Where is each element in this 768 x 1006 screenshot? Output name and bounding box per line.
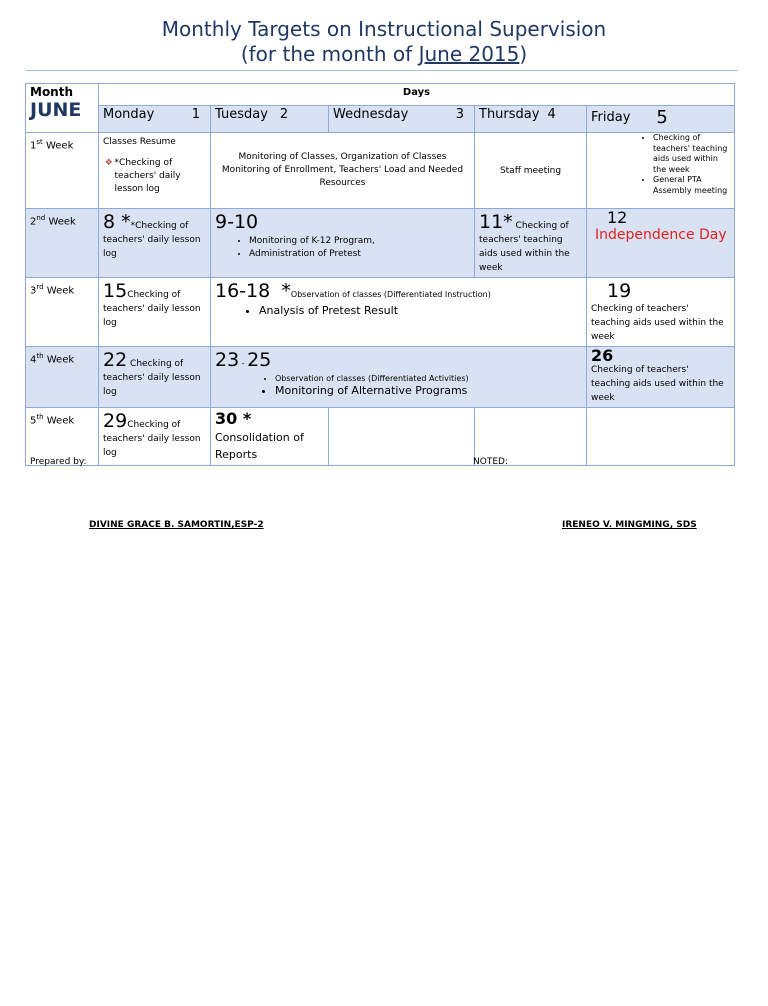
subtitle-suffix: ): [519, 42, 528, 66]
week4-tue-thu: [211, 347, 587, 408]
header-row-top: [26, 84, 735, 106]
title-divider: [26, 70, 738, 71]
signatory-approver: IRENEO V. MINGMING, SDS: [562, 520, 697, 530]
task-text: Checking of teachers' daily lesson log: [103, 420, 201, 458]
task-text: Checking of teachers' teaching aids used within the week: [479, 221, 570, 273]
week-row-2: [26, 209, 735, 278]
task-text: Checking of teachers' daily lesson log: [103, 359, 201, 397]
task-text: *Checking of teachers' daily lesson log: [114, 158, 181, 194]
week5-friday: [587, 408, 735, 466]
month-value: JUNE: [30, 99, 82, 121]
list-item: • Administration of Pretest: [249, 248, 470, 261]
week-label: 4th Week: [26, 347, 99, 408]
month-label: Month: [30, 85, 74, 99]
month-header-cell: [26, 84, 99, 133]
day-number: 3: [455, 107, 464, 122]
date-number: 25: [247, 349, 272, 371]
task-text: Monitoring of Classes, Organization of Classes Monitoring of Enrollment, Teachers' Load and Needed Resources: [221, 152, 464, 188]
list-item: • Monitoring of Alternative Programs: [275, 384, 582, 397]
week1-tue-wed: [211, 133, 475, 209]
day-name: Tuesday: [215, 107, 268, 122]
friday-task-list: [591, 133, 730, 196]
date-number: 15: [103, 280, 128, 302]
schedule-table: [25, 83, 735, 466]
day-name: Thursday: [479, 107, 540, 122]
week1-monday: [99, 133, 211, 209]
date-number: 19: [607, 280, 632, 302]
day-name: Friday: [591, 110, 631, 125]
list-item: • Monitoring of K-12 Program,: [249, 235, 470, 248]
noted-label: NOTED:: [473, 457, 508, 467]
day-monday: [99, 106, 211, 133]
subtitle-prefix: (for the month of: [240, 42, 419, 66]
date-number: 22: [103, 349, 128, 371]
day-name: Monday: [103, 107, 155, 122]
week-row-1: [26, 133, 735, 209]
week1-thursday: [475, 133, 587, 209]
week5-wednesday: [329, 408, 475, 466]
week-row-3: [26, 278, 735, 347]
bullet-icon: ❖: [104, 158, 113, 168]
header-row-days: [26, 106, 735, 133]
date-number: 26: [591, 346, 614, 365]
date-number: 16-18: [215, 280, 271, 302]
list-item: • Observation of classes (Differentiated Activities): [275, 373, 582, 384]
week3-tue-thu: [211, 278, 587, 347]
week2-thursday: [475, 209, 587, 278]
date-number: 12: [607, 208, 628, 227]
task-text: Checking of teachers' daily lesson log: [103, 290, 201, 328]
holiday-label: Independence Day: [595, 227, 727, 243]
days-header: Days: [99, 84, 735, 106]
document-subtitle: [0, 42, 768, 67]
week3-monday: [99, 278, 211, 347]
week4-friday: [587, 347, 735, 408]
signatory-preparer: DIVINE GRACE B. SAMORTIN,ESP-2: [89, 520, 264, 530]
task-text: Checking of teachers' teaching aids used within the week: [591, 365, 724, 403]
date-number: 30 *: [215, 409, 252, 428]
task-text: Staff meeting: [499, 165, 562, 176]
day-thursday: [475, 106, 587, 133]
week5-monday: [99, 408, 211, 466]
week-label: 1st Week: [26, 133, 99, 209]
week2-tue-wed: [211, 209, 475, 278]
observation-note: Observation of classes (Differentiated Instruction): [290, 290, 491, 299]
star-marker: *: [281, 280, 291, 302]
task-text: Consolidation of Reports: [215, 431, 304, 461]
day-number: 1: [191, 107, 200, 122]
list-item: • Checking of teachers' teaching aids used within the week: [653, 133, 730, 175]
document-title: Monthly Targets on Instructional Supervision: [161, 17, 607, 41]
task-list: [215, 235, 470, 261]
week-row-4: [26, 347, 735, 408]
task-list: [215, 373, 582, 397]
day-friday: [587, 106, 735, 133]
week3-friday: [587, 278, 735, 347]
day-wednesday: [329, 106, 475, 133]
task-text: Checking of teachers' teaching aids used within the week: [591, 304, 724, 342]
subtitle-month: June 2015: [418, 42, 520, 66]
week1-friday: [587, 133, 735, 209]
prepared-by-label: Prepared by:: [30, 457, 87, 467]
week-label: 5th Week: [26, 408, 99, 466]
classes-resume-text: Classes Resume: [103, 137, 176, 147]
week-row-5: [26, 408, 735, 466]
week5-tuesday: [211, 408, 329, 466]
week2-friday: [587, 209, 735, 278]
week1-monday-task: [103, 157, 206, 196]
week-label: 3rd Week: [26, 278, 99, 347]
day-number: 2: [279, 107, 289, 122]
week-label: 2nd Week: [26, 209, 99, 278]
task-list: [215, 304, 582, 317]
week4-monday: [99, 347, 211, 408]
week2-monday: [99, 209, 211, 278]
list-item: • General PTA Assembly meeting: [653, 175, 730, 196]
date-number: 29: [103, 410, 128, 432]
day-number: 5: [656, 107, 668, 128]
date-number: 9-10: [215, 211, 259, 233]
day-tuesday: [211, 106, 329, 133]
day-number: 4: [547, 107, 556, 122]
date-number: 11*: [479, 211, 513, 233]
task-text: *Checking of teachers' daily lesson log: [103, 221, 201, 259]
list-item: • Analysis of Pretest Result: [259, 304, 582, 317]
date-number: 8 *: [103, 211, 131, 233]
date-number: 23: [215, 349, 240, 371]
day-name: Wednesday: [333, 107, 409, 122]
date-range-dash: -: [239, 359, 248, 368]
